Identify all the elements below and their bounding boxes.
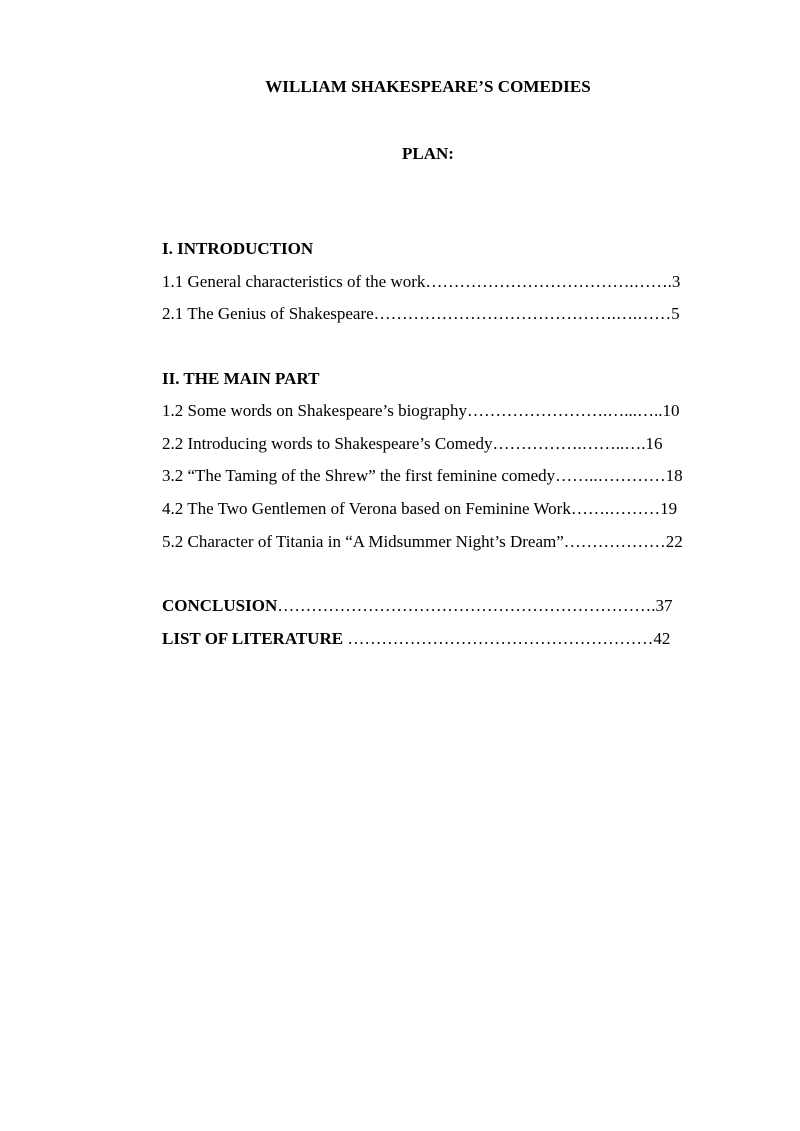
toc-entry: 4.2 The Two Gentlemen of Verona based on Feminine Work…….………19 — [162, 499, 678, 518]
section-heading-introduction: I. INTRODUCTION — [162, 239, 314, 258]
toc-entry: 1.1 General characteristics of the work……………………………….…….3 — [162, 272, 681, 291]
conclusion-leader: ………………………………………………………….37 — [277, 596, 673, 615]
toc-entry: 5.2 Character of Titania in “A Midsummer Night’s Dream”………………22 — [162, 532, 683, 551]
toc-entry-literature — [162, 629, 670, 649]
conclusion-label: CONCLUSION — [162, 596, 278, 615]
literature-label: LIST OF LITERATURE — [162, 629, 344, 648]
literature-leader: ………………………………………………42 — [343, 629, 671, 648]
toc-entry: 2.2 Introducing words to Shakespeare’s Comedy…………….……..….16 — [162, 434, 663, 453]
section-heading-main-part: II. THE MAIN PART — [162, 369, 320, 388]
toc-entry-conclusion — [162, 596, 673, 616]
plan-heading: PLAN: — [402, 144, 454, 163]
toc-entry: 2.1 The Genius of Shakespeare…………………………………….….……5 — [162, 304, 680, 323]
document-title: WILLIAM SHAKESPEARE’S COMEDIES — [265, 77, 591, 96]
toc-entry: 1.2 Some words on Shakespeare’s biography…………………….…...…..10 — [162, 401, 680, 420]
toc-entry: 3.2 “The Taming of the Shrew” the first feminine comedy……..…………18 — [162, 466, 683, 485]
